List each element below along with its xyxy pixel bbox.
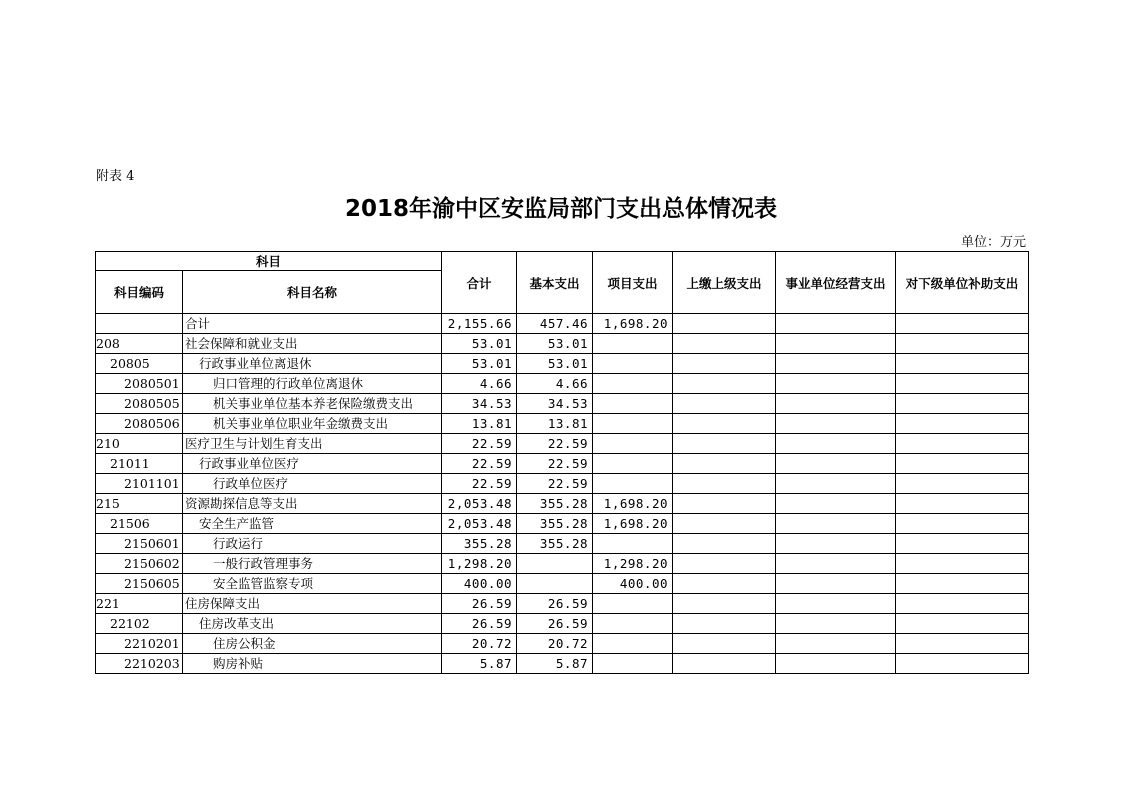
cell-total: 22.59 (442, 474, 517, 494)
cell-business (776, 334, 896, 354)
table-row (96, 434, 1029, 454)
cell-remit (673, 514, 776, 534)
header-basic: 基本支出 (517, 252, 593, 314)
cell-basic: 26.59 (517, 614, 593, 634)
table-row (96, 354, 1029, 374)
cell-code: 22102 (96, 614, 183, 634)
cell-code: 221 (96, 594, 183, 614)
cell-name: 医疗卫生与计划生育支出 (183, 434, 442, 454)
cell-total: 53.01 (442, 334, 517, 354)
cell-code: 2150601 (96, 534, 183, 554)
cell-basic: 22.59 (517, 454, 593, 474)
cell-code: 2080501 (96, 374, 183, 394)
table-row (96, 614, 1029, 634)
cell-total: 400.00 (442, 574, 517, 594)
cell-name: 归口管理的行政单位离退休 (183, 374, 442, 394)
header-total: 合计 (442, 252, 517, 314)
table-row (96, 494, 1029, 514)
cell-code: 2101101 (96, 474, 183, 494)
cell-total: 1,298.20 (442, 554, 517, 574)
cell-name: 机关事业单位基本养老保险缴费支出 (183, 394, 442, 414)
cell-code: 2080506 (96, 414, 183, 434)
cell-name: 住房保障支出 (183, 594, 442, 614)
cell-business (776, 634, 896, 654)
cell-remit (673, 374, 776, 394)
cell-project (593, 634, 673, 654)
cell-remit (673, 574, 776, 594)
cell-code (96, 314, 183, 334)
cell-subsidy (896, 634, 1029, 654)
cell-name: 行政运行 (183, 534, 442, 554)
cell-code: 21011 (96, 454, 183, 474)
cell-name: 一般行政管理事务 (183, 554, 442, 574)
table-row (96, 514, 1029, 534)
cell-subsidy (896, 534, 1029, 554)
cell-name: 社会保障和就业支出 (183, 334, 442, 354)
cell-project (593, 334, 673, 354)
cell-name: 住房公积金 (183, 634, 442, 654)
cell-project: 1,698.20 (593, 314, 673, 334)
header-project: 项目支出 (593, 252, 673, 314)
cell-basic: 22.59 (517, 474, 593, 494)
cell-total: 2,053.48 (442, 494, 517, 514)
cell-total: 34.53 (442, 394, 517, 414)
cell-basic (517, 554, 593, 574)
cell-remit (673, 534, 776, 554)
cell-basic: 355.28 (517, 534, 593, 554)
cell-code: 210 (96, 434, 183, 454)
cell-basic: 4.66 (517, 374, 593, 394)
cell-total: 2,053.48 (442, 514, 517, 534)
cell-remit (673, 474, 776, 494)
cell-subsidy (896, 614, 1029, 634)
cell-basic: 13.81 (517, 414, 593, 434)
cell-total: 2,155.66 (442, 314, 517, 334)
cell-project (593, 594, 673, 614)
table-row (96, 414, 1029, 434)
cell-project (593, 614, 673, 634)
cell-remit (673, 434, 776, 454)
header-subsidy: 对下级单位补助支出 (896, 252, 1029, 314)
cell-project: 1,298.20 (593, 554, 673, 574)
cell-project (593, 474, 673, 494)
page-title: 2018年渝中区安监局部门支出总体情况表 (344, 196, 777, 222)
cell-name: 安全生产监管 (183, 514, 442, 534)
cell-total: 355.28 (442, 534, 517, 554)
cell-remit (673, 414, 776, 434)
cell-remit (673, 594, 776, 614)
cell-business (776, 474, 896, 494)
cell-subsidy (896, 554, 1029, 574)
cell-basic: 457.46 (517, 314, 593, 334)
cell-total: 20.72 (442, 634, 517, 654)
cell-total: 26.59 (442, 594, 517, 614)
cell-project (593, 394, 673, 414)
cell-business (776, 374, 896, 394)
cell-subsidy (896, 354, 1029, 374)
cell-code: 208 (96, 334, 183, 354)
cell-name: 安全监管监察专项 (183, 574, 442, 594)
unit-label: 单位：万元 (960, 235, 1026, 250)
cell-remit (673, 654, 776, 674)
cell-remit (673, 394, 776, 414)
cell-subsidy (896, 374, 1029, 394)
cell-name: 机关事业单位职业年金缴费支出 (183, 414, 442, 434)
table-row (96, 474, 1029, 494)
cell-subsidy (896, 454, 1029, 474)
cell-business (776, 614, 896, 634)
cell-subsidy (896, 514, 1029, 534)
header-name: 科目名称 (183, 271, 442, 314)
cell-project (593, 374, 673, 394)
header-remit: 上缴上级支出 (673, 252, 776, 314)
cell-total: 5.87 (442, 654, 517, 674)
cell-basic: 355.28 (517, 514, 593, 534)
attachment-label: 附表 4 (96, 169, 135, 184)
cell-project (593, 454, 673, 474)
cell-business (776, 654, 896, 674)
table-row (96, 654, 1029, 674)
cell-total: 22.59 (442, 434, 517, 454)
table-row (96, 534, 1029, 554)
cell-business (776, 434, 896, 454)
cell-remit (673, 334, 776, 354)
cell-subsidy (896, 394, 1029, 414)
cell-code: 2150605 (96, 574, 183, 594)
table-row (96, 554, 1029, 574)
cell-business (776, 314, 896, 334)
cell-subsidy (896, 494, 1029, 514)
cell-business (776, 514, 896, 534)
cell-remit (673, 614, 776, 634)
cell-subsidy (896, 314, 1029, 334)
cell-business (776, 594, 896, 614)
cell-total: 13.81 (442, 414, 517, 434)
cell-business (776, 554, 896, 574)
cell-business (776, 494, 896, 514)
cell-subsidy (896, 474, 1029, 494)
table-row (96, 374, 1029, 394)
cell-basic: 53.01 (517, 334, 593, 354)
cell-project: 1,698.20 (593, 494, 673, 514)
cell-basic: 53.01 (517, 354, 593, 374)
cell-total: 53.01 (442, 354, 517, 374)
expenditure-table (95, 251, 1029, 674)
cell-total: 22.59 (442, 454, 517, 474)
cell-total: 26.59 (442, 614, 517, 634)
cell-name: 购房补贴 (183, 654, 442, 674)
cell-name: 行政事业单位医疗 (183, 454, 442, 474)
cell-name: 合计 (183, 314, 442, 334)
cell-code: 2210201 (96, 634, 183, 654)
table-row (96, 334, 1029, 354)
cell-basic: 22.59 (517, 434, 593, 454)
header-business: 事业单位经营支出 (776, 252, 896, 314)
cell-code: 21506 (96, 514, 183, 534)
table-row (96, 574, 1029, 594)
cell-code: 2210203 (96, 654, 183, 674)
cell-subsidy (896, 414, 1029, 434)
cell-name: 行政事业单位离退休 (183, 354, 442, 374)
cell-business (776, 534, 896, 554)
cell-name: 住房改革支出 (183, 614, 442, 634)
cell-business (776, 354, 896, 374)
header-code: 科目编码 (96, 271, 183, 314)
cell-total: 4.66 (442, 374, 517, 394)
table-body (96, 314, 1029, 674)
cell-code: 2080505 (96, 394, 183, 414)
cell-project (593, 654, 673, 674)
cell-project: 1,698.20 (593, 514, 673, 534)
cell-name: 资源勘探信息等支出 (183, 494, 442, 514)
cell-basic: 355.28 (517, 494, 593, 514)
cell-code: 215 (96, 494, 183, 514)
cell-remit (673, 314, 776, 334)
cell-subsidy (896, 434, 1029, 454)
cell-code: 2150602 (96, 554, 183, 574)
cell-code: 20805 (96, 354, 183, 374)
cell-basic: 5.87 (517, 654, 593, 674)
cell-basic: 20.72 (517, 634, 593, 654)
header-subject: 科目 (96, 252, 442, 271)
table-row (96, 314, 1029, 334)
cell-business (776, 574, 896, 594)
table-row (96, 594, 1029, 614)
cell-name: 行政单位医疗 (183, 474, 442, 494)
cell-basic: 26.59 (517, 594, 593, 614)
cell-remit (673, 454, 776, 474)
cell-remit (673, 634, 776, 654)
cell-business (776, 414, 896, 434)
cell-subsidy (896, 594, 1029, 614)
cell-basic: 34.53 (517, 394, 593, 414)
cell-project (593, 354, 673, 374)
cell-basic (517, 574, 593, 594)
table-row (96, 634, 1029, 654)
table-row (96, 394, 1029, 414)
cell-remit (673, 354, 776, 374)
cell-project (593, 534, 673, 554)
cell-business (776, 454, 896, 474)
cell-project (593, 434, 673, 454)
cell-subsidy (896, 574, 1029, 594)
cell-subsidy (896, 334, 1029, 354)
cell-subsidy (896, 654, 1029, 674)
cell-remit (673, 494, 776, 514)
cell-project: 400.00 (593, 574, 673, 594)
cell-business (776, 394, 896, 414)
table-row (96, 454, 1029, 474)
cell-project (593, 414, 673, 434)
cell-remit (673, 554, 776, 574)
